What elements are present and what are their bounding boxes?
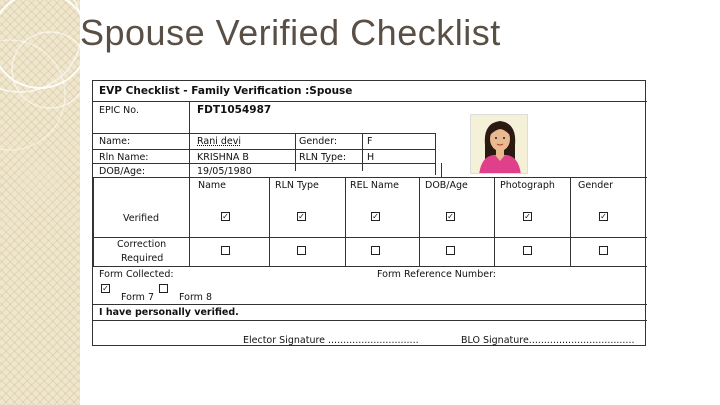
grid-line [93,177,647,178]
correction-row-label-2: Required [121,253,164,264]
column-header: Gender [578,180,614,191]
epic-value: FDT1054987 [197,104,272,116]
form8-checkbox[interactable] [159,284,168,293]
form-heading: EVP Checklist - Family Verification :Spouse [99,85,353,97]
verified-checkbox-gender[interactable]: ✓ [600,212,607,221]
verified-checkbox-rln-type[interactable]: ✓ [298,212,305,221]
checklist-form [92,80,646,346]
correction-checkbox-rln-type[interactable] [297,246,306,255]
form-collected-label: Form Collected: [99,269,174,280]
form-reference-label: Form Reference Number: [377,269,497,280]
verified-checkbox-dob-age[interactable]: ✓ [447,212,454,221]
correction-checkbox-gender[interactable] [599,246,608,255]
personally-verified-text: I have personally verified. [99,307,239,318]
grid-line [269,177,270,267]
correction-row-label-1: Correction [117,239,167,250]
grid-line [93,237,647,238]
rln-name-label: Rln Name: [99,152,149,163]
applicant-photo [470,114,528,174]
correction-checkbox-dob-age[interactable] [446,246,455,255]
grid-line [494,177,495,267]
column-header: RLN Type [275,180,319,191]
grid-line [93,133,435,134]
name-label: Name: [99,136,131,147]
elector-signature-line: Elector Signature .............................. [243,335,419,346]
rln-type-value: H [367,152,375,163]
epic-label: EPIC No. [99,105,139,116]
column-header: Photograph [500,180,555,191]
column-header: Name [198,180,227,191]
correction-checkbox-photograph[interactable] [523,246,532,255]
correction-checkbox-name[interactable] [221,246,230,255]
name-value: Rani devi [197,136,242,147]
verified-checkbox-name[interactable]: ✓ [222,212,229,221]
grid-line [93,304,647,305]
grid-line [435,133,436,175]
grid-line [295,133,296,171]
rln-name-value: KRISHNA B [197,152,249,163]
form7-label: Form 7 [121,292,154,303]
verified-checkbox-photograph[interactable]: ✓ [524,212,531,221]
grid-line [93,101,647,102]
blo-signature-line: BLO Signature................................... [461,335,635,346]
correction-checkbox-rel-name[interactable] [371,246,380,255]
slide-title: Spouse Verified Checklist [80,12,501,53]
grid-line [441,163,442,177]
grid-line [189,177,190,267]
grid-line [93,320,647,321]
grid-line [93,177,94,267]
dob-label: DOB/Age: [99,166,146,177]
gender-label: Gender: [299,136,338,147]
column-header: REL Name [350,180,399,191]
grid-line [419,177,420,267]
grid-line [189,101,190,177]
form8-label: Form 8 [179,292,212,303]
verified-checkbox-rel-name[interactable]: ✓ [372,212,379,221]
woman-portrait-icon [471,115,528,174]
dob-value: 19/05/1980 [197,166,252,177]
grid-line [570,177,571,267]
form7-checkbox[interactable]: ✓ [102,284,109,293]
grid-line [93,149,435,150]
grid-line [93,266,647,267]
column-header: DOB/Age [425,180,468,191]
gender-value: F [367,136,373,147]
grid-line [345,177,346,267]
verified-row-label: Verified [123,213,160,224]
grid-line [362,133,363,171]
rln-type-label: RLN Type: [299,152,347,163]
